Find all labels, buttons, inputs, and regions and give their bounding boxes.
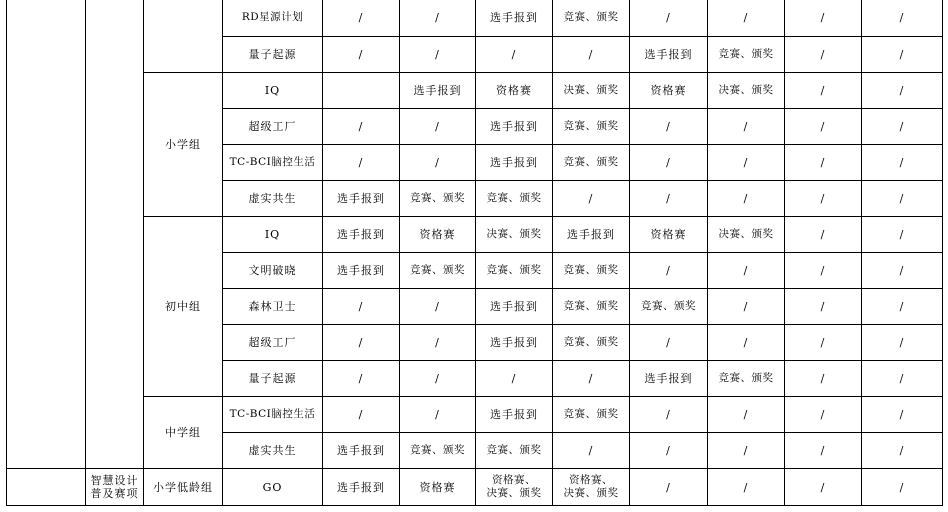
schedule-cell: 选手报到: [476, 325, 553, 361]
schedule-cell: /: [400, 145, 476, 181]
schedule-cell: /: [785, 325, 862, 361]
schedule-cell: /: [785, 253, 862, 289]
schedule-cell: /: [476, 37, 553, 73]
schedule-cell: 选手报到: [323, 217, 400, 253]
schedule-cell: 选手报到: [323, 181, 400, 217]
schedule-cell: 资格赛: [630, 217, 708, 253]
event-name-cell: 森林卫士: [223, 289, 323, 325]
schedule-cell: /: [862, 37, 943, 73]
schedule-cell: 决赛、颁奖: [708, 217, 785, 253]
schedule-cell: /: [785, 397, 862, 433]
schedule-cell: /: [785, 37, 862, 73]
schedule-cell: 竞赛、颁奖: [708, 37, 785, 73]
schedule-cell: 竞赛、颁奖: [476, 181, 553, 217]
schedule-cell: /: [400, 325, 476, 361]
schedule-cell: 竞赛、颁奖: [553, 145, 630, 181]
schedule-cell: 选手报到: [630, 361, 708, 397]
schedule-cell: /: [400, 109, 476, 145]
table-row: [7, 0, 943, 37]
schedule-cell: /: [708, 0, 785, 37]
schedule-cell: /: [862, 217, 943, 253]
schedule-cell: /: [400, 397, 476, 433]
event-name-cell: 虚实共生: [223, 181, 323, 217]
schedule-cell: /: [630, 397, 708, 433]
schedule-cell: 竞赛、颁奖: [553, 289, 630, 325]
schedule-cell: /: [323, 397, 400, 433]
schedule-cell: 资格赛: [476, 73, 553, 109]
table-row: [7, 73, 943, 109]
event-name-cell: RD星源计划: [223, 0, 323, 37]
schedule-cell: /: [785, 73, 862, 109]
category-cell-middle: 中学组: [144, 397, 223, 469]
schedule-cell: 竞赛、颁奖: [400, 181, 476, 217]
schedule-cell: /: [708, 397, 785, 433]
schedule-cell: 竞赛、颁奖: [476, 433, 553, 469]
schedule-cell: 选手报到: [476, 0, 553, 37]
event-name-cell: 超级工厂: [223, 109, 323, 145]
schedule-cell: /: [862, 253, 943, 289]
schedule-cell: 竞赛、颁奖: [400, 433, 476, 469]
schedule-cell: /: [862, 181, 943, 217]
event-name-cell: GO: [223, 469, 323, 506]
schedule-cell: /: [785, 469, 862, 506]
event-name-cell: TC-BCI脑控生活: [223, 145, 323, 181]
event-name-cell: 虚实共生: [223, 433, 323, 469]
schedule-cell: 决赛、颁奖: [708, 73, 785, 109]
event-name-cell: IQ: [223, 217, 323, 253]
table-row: [7, 217, 943, 253]
event-name-cell: TC-BCI脑控生活: [223, 397, 323, 433]
category-cell-junior: 初中组: [144, 217, 223, 397]
schedule-cell: /: [630, 109, 708, 145]
table-row: [7, 469, 943, 506]
schedule-cell: /: [323, 109, 400, 145]
schedule-cell: 决赛、颁奖: [476, 217, 553, 253]
schedule-cell: /: [708, 181, 785, 217]
schedule-cell: 资格赛、 决赛、颁奖: [553, 469, 630, 506]
schedule-cell: 竞赛、颁奖: [553, 325, 630, 361]
schedule-cell: /: [476, 361, 553, 397]
schedule-cell: 选手报到: [476, 397, 553, 433]
schedule-cell: [323, 73, 400, 109]
schedule-cell: /: [400, 361, 476, 397]
schedule-cell: 决赛、颁奖: [553, 73, 630, 109]
schedule-cell: /: [862, 433, 943, 469]
outer-col-cell: [7, 469, 86, 506]
schedule-cell: 资格赛: [630, 73, 708, 109]
schedule-cell: /: [862, 289, 943, 325]
schedule-cell: 资格赛: [400, 217, 476, 253]
schedule-cell: 竞赛、颁奖: [476, 253, 553, 289]
schedule-cell: 资格赛: [400, 469, 476, 506]
schedule-cell: /: [785, 145, 862, 181]
schedule-cell: /: [785, 109, 862, 145]
schedule-cell: /: [708, 289, 785, 325]
schedule-cell: /: [708, 253, 785, 289]
schedule-cell: /: [708, 145, 785, 181]
schedule-cell: 竞赛、颁奖: [400, 253, 476, 289]
schedule-cell: /: [708, 469, 785, 506]
category-cell-primary: 小学组: [144, 73, 223, 217]
schedule-cell: /: [630, 433, 708, 469]
schedule-cell: 选手报到: [476, 145, 553, 181]
schedule-cell: /: [323, 0, 400, 37]
schedule-cell: /: [630, 145, 708, 181]
schedule-cell: /: [323, 145, 400, 181]
schedule-cell: /: [553, 37, 630, 73]
category-cell: [144, 0, 223, 73]
schedule-cell: /: [553, 361, 630, 397]
schedule-cell: /: [862, 397, 943, 433]
schedule-cell: /: [553, 181, 630, 217]
event-name-cell: IQ: [223, 73, 323, 109]
schedule-cell: /: [630, 469, 708, 506]
schedule-cell: /: [400, 37, 476, 73]
schedule-cell: /: [400, 289, 476, 325]
schedule-cell: /: [630, 325, 708, 361]
schedule-cell: /: [400, 0, 476, 37]
schedule-cell: /: [630, 0, 708, 37]
schedule-cell: 竞赛、颁奖: [708, 361, 785, 397]
schedule-cell: /: [862, 0, 943, 37]
schedule-cell: 选手报到: [476, 109, 553, 145]
schedule-cell: 资格赛、 决赛、颁奖: [476, 469, 553, 506]
schedule-cell: /: [862, 325, 943, 361]
schedule-cell: /: [708, 433, 785, 469]
schedule-cell: 选手报到: [323, 253, 400, 289]
table-row: [7, 397, 943, 433]
schedule-cell: 竞赛、颁奖: [553, 109, 630, 145]
schedule-cell: /: [785, 361, 862, 397]
schedule-cell: /: [785, 0, 862, 37]
outer-col-cell: [7, 0, 86, 469]
schedule-cell: /: [630, 181, 708, 217]
schedule-cell: /: [862, 109, 943, 145]
schedule-cell: /: [862, 361, 943, 397]
schedule-cell: 选手报到: [323, 469, 400, 506]
schedule-cell: 竞赛、颁奖: [553, 0, 630, 37]
schedule-table: [6, 0, 943, 506]
schedule-cell: 选手报到: [400, 73, 476, 109]
schedule-cell: /: [630, 253, 708, 289]
schedule-cell: /: [785, 433, 862, 469]
event-name-cell: 超级工厂: [223, 325, 323, 361]
schedule-cell: /: [785, 289, 862, 325]
schedule-cell: 竞赛、颁奖: [553, 253, 630, 289]
event-name-cell: 文明破晓: [223, 253, 323, 289]
schedule-cell: 选手报到: [630, 37, 708, 73]
schedule-cell: 选手报到: [553, 217, 630, 253]
event-name-cell: 量子起源: [223, 361, 323, 397]
schedule-cell: 选手报到: [476, 289, 553, 325]
table-body: [7, 0, 943, 506]
schedule-cell: /: [785, 217, 862, 253]
schedule-cell: /: [323, 361, 400, 397]
schedule-cell: /: [708, 109, 785, 145]
schedule-cell: /: [862, 73, 943, 109]
schedule-cell: /: [862, 145, 943, 181]
schedule-cell: /: [708, 325, 785, 361]
schedule-cell: /: [785, 181, 862, 217]
schedule-cell: 竞赛、颁奖: [553, 397, 630, 433]
schedule-cell: /: [323, 325, 400, 361]
category-cell-primary-low: 小学低龄组: [144, 469, 223, 506]
group-cell-design: 智慧设计 普及赛项: [86, 469, 144, 506]
schedule-cell: /: [553, 433, 630, 469]
group-cell: [86, 0, 144, 469]
schedule-cell: 竞赛、颁奖: [630, 289, 708, 325]
schedule-cell: /: [323, 37, 400, 73]
schedule-cell: /: [323, 289, 400, 325]
schedule-cell: 选手报到: [323, 433, 400, 469]
event-name-cell: 量子起源: [223, 37, 323, 73]
schedule-cell: /: [862, 469, 943, 506]
